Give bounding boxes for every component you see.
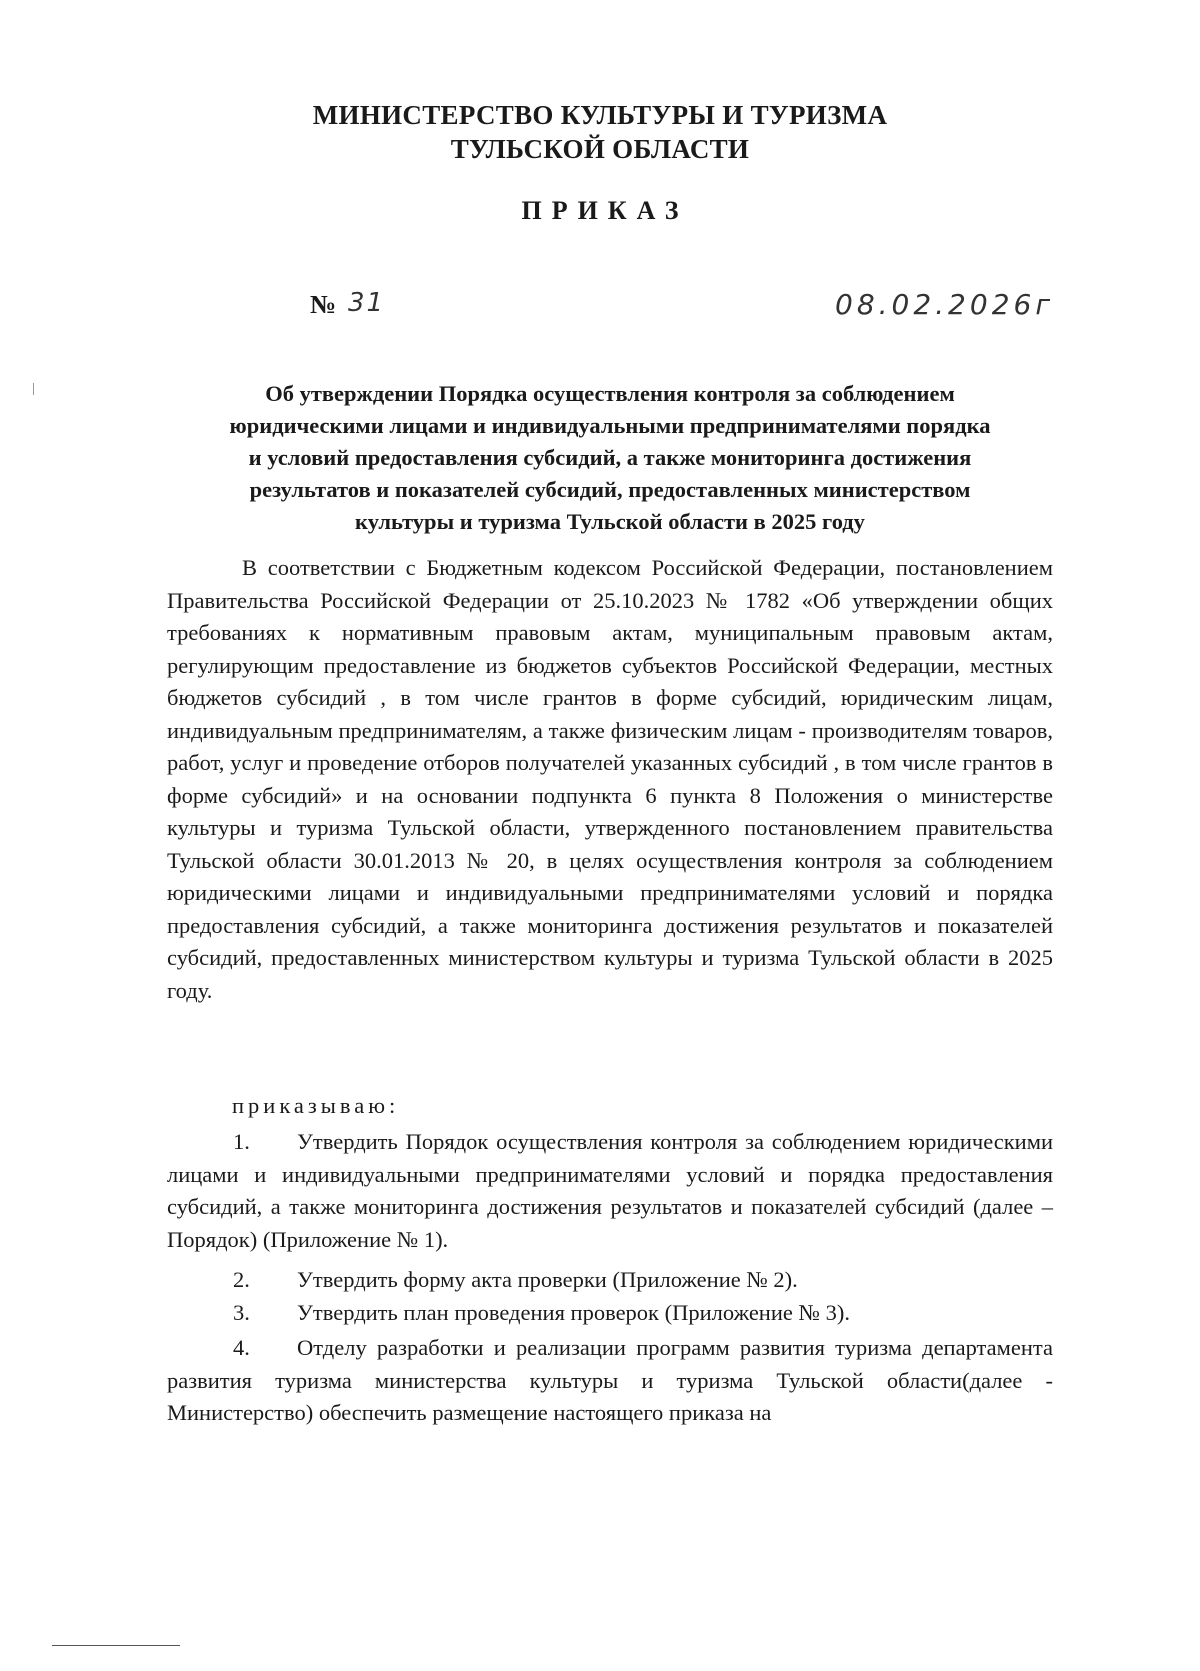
item-text: Утвердить Порядок осуществления контроля за соблюдением юридическими лицами и индивидуальными предпринимателями условий и порядка предоставления субсидий, а также мониторинга достижения результатов и показателей субсидий (далее – Порядок) (Приложение № 1). [167, 1129, 1053, 1252]
item-number: 4. [233, 1335, 250, 1360]
ministry-line-2: ТУЛЬСКОЙ ОБЛАСТИ [450, 134, 750, 164]
number-date-row [0, 290, 1200, 330]
footnote-divider [52, 1645, 180, 1646]
order-word: приказываю: [232, 1093, 400, 1118]
ministry-heading [0, 98, 1200, 166]
item-text: Отделу разработки и реализации программ развития туризма департамента развития туризма министерства культуры и туризма Тульской области(далее - Министерство) обеспечить размещение настоящего приказа на [167, 1335, 1053, 1425]
item-text: Утвердить план проведения проверок (Приложение № 3). [297, 1300, 850, 1325]
order-item [167, 1264, 1053, 1297]
subject-line: результатов и показателей субсидий, предоставленных министерством [249, 477, 971, 502]
subject-line: юридическими лицами и индивидуальными предпринимателями порядка [229, 413, 991, 438]
subject-line: культуры и туризма Тульской области в 2025 году [355, 509, 865, 534]
item-number: 1. [233, 1129, 250, 1154]
number-label: № [310, 290, 337, 319]
preamble-paragraph: В соответствии с Бюджетным кодексом Российской Федерации, постановлением Правительства Российской Федерации от 25.10.2023 № 1782 «Об утверждении общих требованиях к нормативным правовым актам, муниципальным правовым актам, регулирующим предоставление из бюджетов субъектов Российской Федерации, местных бюджетов субсидий , в том числе грантов в форме субсидий, юридическим лицам, индивидуальным предпринимателям, а также физическим лицам - производителям товаров, работ, услуг и проведение отборов получателей указанных субсидий , в том числе грантов в форме субсидий» и на основании подпункта 6 пункта 8 Положения о министерстве культуры и туризма Тульской области, утвержденного постановлением правительства Тульской области 30.01.2013 № 20, в целях осуществления контроля за соблюдением юридическими лицами и индивидуальными предпринимателями условий и порядка предоставления субсидий, а также мониторинга достижения результатов и показателей субсидий, предоставленных министерством культуры и туризма Тульской области в 2025 году. [167, 555, 1053, 1003]
order-item [167, 1297, 1053, 1330]
order-item [167, 1126, 1053, 1256]
item-text: Утвердить форму акта проверки (Приложение № 2). [297, 1267, 798, 1292]
ministry-line-1: МИНИСТЕРСТВО КУЛЬТУРЫ И ТУРИЗМА [312, 100, 888, 130]
subject-line: и условий предоставления субсидий, а также мониторинга достижения [248, 445, 972, 470]
document-type-title: ПРИКАЗ [521, 196, 689, 225]
item-number: 2. [233, 1267, 250, 1292]
subject-line: Об утверждении Порядка осуществления контроля за соблюдением [265, 381, 955, 406]
order-subject [150, 378, 1070, 538]
item-number: 3. [233, 1300, 250, 1325]
order-date: 08.02.2026г [835, 288, 1055, 321]
order-item [167, 1332, 1053, 1430]
margin-mark [33, 383, 34, 395]
order-number: 31 [348, 288, 386, 318]
